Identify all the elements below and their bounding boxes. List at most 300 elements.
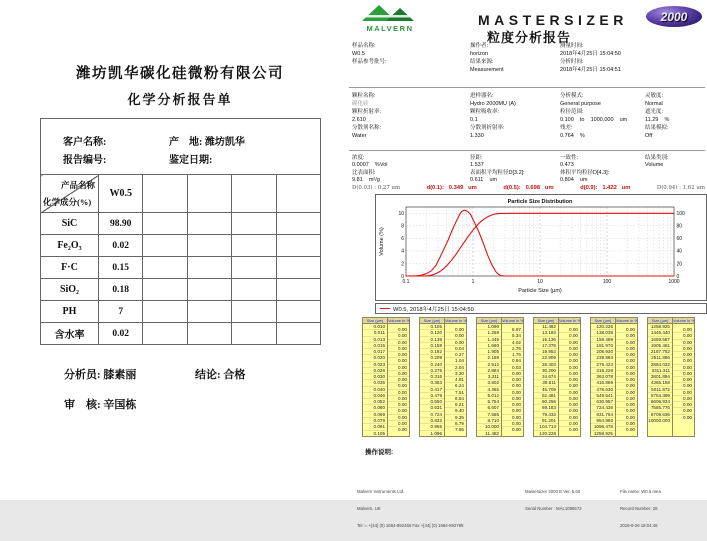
size-cell: 363.078 — [591, 374, 615, 380]
d-value: d(0.5): 0.698 um — [503, 185, 554, 191]
volume-cell: 0.00 — [559, 396, 580, 402]
volume-cell: 0.04 — [445, 346, 466, 352]
empty-cell — [143, 279, 187, 301]
volume-cell: 0.00 — [388, 371, 409, 377]
field-value: Volume — [645, 162, 664, 169]
size-cell: 15.136 — [534, 337, 558, 343]
volume-header: Volume In % — [445, 318, 467, 323]
field-label: 分析时间: — [560, 59, 584, 65]
volume-cell: 0.00 — [616, 346, 637, 352]
size-cell: 1.660 — [477, 343, 501, 349]
size-cell: 5754.399 — [648, 393, 672, 399]
corner-bottom-label: 化学成分(%) — [43, 197, 92, 207]
empty-header — [143, 175, 187, 213]
volume-cell: 2.04 — [445, 365, 466, 371]
size-cell: 549.541 — [591, 393, 615, 399]
volume-cell: 0.00 — [388, 402, 409, 408]
grid-column — [352, 42, 387, 66]
size-cell: 8709.636 — [648, 412, 672, 418]
component-value: 0.02 — [99, 235, 143, 257]
empty-cell — [276, 213, 320, 235]
size-cell: 11.482 — [485, 430, 499, 436]
size-cell: 1.259 — [477, 330, 501, 336]
size-vol-column-pair — [476, 317, 524, 437]
volume-cell: 1.04 — [445, 358, 466, 364]
size-cell: 13.183 — [534, 330, 558, 336]
svg-text:6: 6 — [401, 236, 404, 243]
size-vol-column-pair — [362, 317, 410, 437]
origin-value: 潍坊凯华 — [204, 137, 245, 148]
field-label: 粒径范围: — [560, 109, 584, 115]
volume-cell: 9.40 — [445, 408, 466, 414]
chem-row — [41, 213, 321, 235]
svg-text:Particle Size (µm): Particle Size (µm) — [518, 288, 562, 294]
grid-column — [560, 92, 627, 140]
empty-header — [232, 175, 276, 213]
component-label: Fe₂O₃ — [41, 235, 99, 257]
size-cell: 8.710 — [477, 418, 501, 424]
size-cell: 0.020 — [363, 355, 387, 361]
empty-cell — [187, 301, 231, 323]
component-value: 0.02 — [99, 323, 143, 345]
psd-chart-svg — [376, 195, 706, 300]
volume-cell: 0.03 — [502, 365, 523, 371]
volume-cell: 0.00 — [559, 352, 580, 358]
grid-column — [470, 155, 525, 185]
volume-cells — [616, 324, 638, 437]
size-cell: 0.550 — [420, 399, 444, 405]
analyst-name: 膝素丽 — [103, 369, 137, 381]
volume-cell: 0.00 — [388, 358, 409, 364]
grid-column — [560, 42, 621, 74]
divider — [349, 150, 705, 151]
grid-column — [645, 92, 669, 140]
volume-cell: 0.00 — [559, 371, 580, 377]
volume-cell: 0.00 — [673, 377, 694, 383]
volume-cell: 0.00 — [502, 377, 523, 383]
size-column — [590, 317, 616, 437]
size-cell: 954.993 — [591, 418, 615, 424]
svg-text:100: 100 — [602, 279, 612, 285]
footer-line: Record Number: 28 — [620, 505, 658, 511]
svg-text:1: 1 — [471, 279, 475, 285]
size-cell: 0.955 — [420, 424, 444, 430]
size-cell: 7.586 — [477, 412, 501, 418]
volume-cell: 0.00 — [569, 427, 578, 433]
empty-cell — [143, 235, 187, 257]
size-cell: 0.275 — [420, 368, 444, 374]
size-cell: 79.433 — [534, 412, 558, 418]
conclusion-label: 结论: — [195, 369, 221, 381]
size-cell: 0.631 — [420, 405, 444, 411]
measurement-params-grid — [352, 92, 705, 142]
size-cell: 0.023 — [363, 362, 387, 368]
volume-cell: 4.02 — [502, 340, 523, 346]
empty-cell — [232, 279, 276, 301]
size-cell: 416.869 — [591, 380, 615, 386]
volume-cell: 0.00 — [616, 408, 637, 414]
field-label: 分散剂折射率: — [470, 125, 505, 131]
volume-cell: 0.00 — [502, 415, 523, 421]
size-cell: 1659.587 — [648, 337, 672, 343]
psd-report-title: 粒度分析报告 — [487, 30, 572, 45]
size-cell: 0.015 — [363, 343, 387, 349]
psd-chart — [375, 194, 707, 301]
size-vol-column-pair — [419, 317, 467, 437]
grid-column — [352, 155, 387, 185]
size-cell: 120.226 — [591, 324, 615, 330]
size-cell: 39.811 — [534, 380, 558, 386]
size-cell: 5011.872 — [648, 387, 672, 393]
size-cell: 10000.000 — [648, 417, 670, 423]
empty-cell — [276, 323, 320, 345]
footer-line: Malvern, UK — [357, 505, 381, 511]
size-cell: 26.303 — [534, 362, 558, 368]
size-header: Size (µm) — [590, 317, 616, 324]
volume-cell: 0.00 — [616, 402, 637, 408]
volume-cell: 0.00 — [388, 340, 409, 346]
footer-center — [525, 477, 582, 523]
field-value: 0.804 um — [560, 177, 588, 184]
footer-line: File name: W0.5.mea — [620, 488, 661, 494]
size-cells — [476, 324, 502, 437]
volume-cell: 0.00 — [502, 371, 523, 377]
svg-text:80: 80 — [676, 223, 683, 230]
company-name: 潍坊凯华碳化硅微粉有限公司 — [76, 66, 284, 82]
empty-cell — [232, 323, 276, 345]
volume-column — [559, 317, 581, 437]
chart-legend — [375, 303, 707, 314]
volume-cell: 0.00 — [616, 352, 637, 358]
customer-label: 客户名称: — [63, 137, 107, 148]
result-stats-grid — [352, 155, 705, 185]
chem-row — [41, 235, 321, 257]
size-cell: 0.026 — [363, 368, 387, 374]
malvern-triangles-icon — [358, 3, 422, 22]
svg-text:2: 2 — [401, 261, 404, 268]
empty-cell — [187, 235, 231, 257]
component-value: 0.18 — [99, 279, 143, 301]
svg-text:4: 4 — [401, 248, 404, 255]
field-value: Water — [352, 133, 367, 139]
volume-column — [445, 317, 467, 437]
volume-cell: 0.00 — [502, 402, 523, 408]
size-column — [647, 317, 673, 437]
volume-cell: 0.00 — [559, 377, 580, 383]
svg-text:Particle Size Distribution: Particle Size Distribution — [507, 199, 573, 205]
empty-cell — [232, 235, 276, 257]
size-cell: 7585.776 — [648, 405, 672, 411]
empty-cell — [276, 257, 320, 279]
analyst-line — [64, 366, 136, 382]
field-label: 灵敏度: — [645, 93, 664, 99]
conclusion-line — [195, 366, 245, 382]
field-value: 0.473 — [560, 162, 574, 169]
size-cell: 5.754 — [477, 399, 501, 405]
size-cell: 0.040 — [363, 387, 387, 393]
size-cell: 34.674 — [534, 374, 558, 380]
field-value: 0.611 um — [470, 177, 498, 184]
field-value: Measurement — [470, 67, 504, 73]
size-cell: 3801.894 — [648, 374, 672, 380]
size-cell: 0.079 — [363, 418, 387, 424]
volume-cell: 0.00 — [673, 358, 694, 364]
volume-cell: 0.00 — [388, 333, 409, 339]
footer-line: 2018-8-26 18:04:46 — [620, 523, 658, 529]
volume-cell: 0.00 — [616, 371, 637, 377]
volume-cells — [502, 324, 524, 437]
chem-row — [41, 257, 321, 279]
volume-cell: 0.00 — [398, 427, 407, 433]
empty-cell — [187, 279, 231, 301]
empty-cell — [143, 257, 187, 279]
volume-header: Volume In % — [673, 318, 695, 323]
volume-header: Volume In % — [502, 318, 524, 323]
size-header: Size (µm) — [419, 317, 445, 324]
volume-cell: 0.00 — [502, 408, 523, 414]
svg-text:60: 60 — [676, 236, 683, 243]
component-value: 98.90 — [99, 213, 143, 235]
volume-cell: 0.00 — [445, 340, 466, 346]
volume-cells — [445, 324, 467, 437]
volume-cell: 0.00 — [388, 365, 409, 371]
empty-cell — [187, 257, 231, 279]
empty-cell — [276, 279, 320, 301]
volume-cell: 0.00 — [673, 340, 694, 346]
field-value: 9.81 m²/g — [352, 177, 380, 184]
component-value: 7 — [99, 301, 143, 323]
size-cell: 2.512 — [477, 362, 501, 368]
size-cell: 0.052 — [363, 399, 387, 405]
volume-cell: 0.00 — [559, 390, 580, 396]
volume-cell: 0.00 — [388, 377, 409, 383]
field-label: 颗粒名称: — [352, 93, 376, 99]
volume-cell: 0.00 — [559, 421, 580, 427]
conclusion-value: 合格 — [223, 369, 246, 381]
field-label: 进样器名: — [470, 93, 494, 99]
volume-cell: 0.00 — [673, 365, 694, 371]
size-cell: 3.311 — [477, 374, 501, 380]
size-cell: 4365.158 — [648, 380, 672, 386]
chem-report-title: 化学分析报告单 — [127, 92, 233, 107]
empty-cell — [143, 323, 187, 345]
chem-table — [40, 174, 321, 345]
size-cell: 1.905 — [477, 349, 501, 355]
volume-cell: 6.67 — [502, 327, 523, 333]
grid-column — [352, 92, 381, 140]
size-cell: 6606.934 — [648, 399, 672, 405]
volume-cell: 0.00 — [388, 383, 409, 389]
size-cell: 0.240 — [420, 362, 444, 368]
volume-cell: 0.00 — [626, 427, 635, 433]
size-cell: 2884.032 — [648, 362, 672, 368]
field-value: 1.537 — [470, 162, 484, 169]
size-cell: 0.010 — [363, 324, 387, 330]
field-label: 比表面积: — [352, 169, 376, 176]
volume-cell: 0.00 — [616, 358, 637, 364]
chem-row — [41, 301, 321, 323]
size-header: Size (µm) — [647, 317, 673, 324]
volume-column — [388, 317, 410, 437]
size-cell: 3311.311 — [648, 368, 672, 374]
volume-cell: 0.00 — [673, 402, 694, 408]
size-cell: 0.417 — [420, 387, 444, 393]
volume-header: Volume In % — [616, 318, 638, 323]
component-label: SiO₂ — [41, 279, 99, 301]
volume-cell: 0.00 — [616, 415, 637, 421]
divider — [349, 87, 705, 88]
size-cell: 138.038 — [591, 330, 615, 336]
volume-cell: 0.00 — [673, 390, 694, 396]
size-cell: 10.000 — [477, 424, 501, 430]
size-cell: 0.158 — [420, 343, 444, 349]
size-cells — [533, 324, 559, 437]
volume-cell: 0.00 — [616, 396, 637, 402]
field-value: 11.29 % — [645, 117, 670, 123]
grid-column — [645, 155, 669, 170]
empty-header — [276, 175, 320, 213]
volume-cell: 5.34 — [502, 333, 523, 339]
svg-text:40: 40 — [676, 248, 683, 255]
volume-column — [673, 317, 695, 437]
svg-text:0.1: 0.1 — [402, 279, 410, 285]
volume-cell: 0.00 — [673, 333, 694, 339]
volume-cell: 0.00 — [559, 408, 580, 414]
volume-cell: 0.00 — [616, 421, 637, 427]
size-cell: 0.316 — [420, 374, 444, 380]
chem-row — [41, 323, 321, 345]
field-value: 2.610 — [352, 117, 366, 123]
volume-cell: 7.86 — [455, 427, 464, 433]
empty-cell — [232, 213, 276, 235]
size-cells — [590, 324, 616, 437]
volume-cell: 0.00 — [673, 371, 694, 377]
field-label: 浓度: — [352, 155, 365, 161]
empty-cell — [187, 323, 231, 345]
volume-cell: 0.00 — [673, 383, 694, 389]
volume-cell: 8.54 — [445, 396, 466, 402]
size-vol-column-pair — [533, 317, 581, 437]
field-label: 结果类别: — [645, 155, 669, 161]
volume-cell: 0.00 — [559, 365, 580, 371]
field-label: 分析模式: — [560, 93, 584, 99]
size-cell: 3.802 — [477, 380, 501, 386]
size-cells — [362, 324, 388, 437]
volume-cell: 0.00 — [616, 333, 637, 339]
operation-notes-label: 操作说明: — [365, 449, 394, 456]
size-cell: 1258.925 — [593, 430, 613, 436]
empty-cell — [276, 301, 320, 323]
size-column — [533, 317, 559, 437]
legend-label: W0.5, 2018年4月25日 15:04:50 — [393, 307, 474, 313]
component-label: F·C — [41, 257, 99, 279]
size-header: Size (µm) — [533, 317, 559, 324]
volume-cell: 0.00 — [559, 415, 580, 421]
volume-cell: 2.76 — [502, 346, 523, 352]
field-value: 1.330 — [470, 133, 484, 139]
volume-cell: 0.00 — [502, 421, 523, 427]
field-value: horizon — [470, 51, 489, 57]
volume-cell: 0.00 — [559, 402, 580, 408]
size-cell: 0.832 — [420, 418, 444, 424]
volume-cell: 0.00 — [673, 352, 694, 358]
size-cell: 0.209 — [420, 355, 444, 361]
volume-cells — [388, 324, 410, 437]
field-label: 分散剂名称: — [352, 125, 382, 131]
field-value: 0.764 % — [560, 133, 585, 139]
chem-row — [41, 279, 321, 301]
volume-cell: 1.76 — [502, 352, 523, 358]
size-cell: 52.481 — [534, 393, 558, 399]
size-column — [476, 317, 502, 437]
volume-cell: 0.84 — [502, 358, 523, 364]
size-cell: 1.096 — [430, 430, 442, 436]
reviewer-line — [64, 396, 136, 412]
size-cell: 17.378 — [534, 343, 558, 349]
svg-text:10: 10 — [537, 279, 543, 285]
empty-cell — [187, 213, 231, 235]
field-value: 碳化硅 — [352, 101, 369, 107]
size-cell: 0.060 — [363, 405, 387, 411]
mastersizer-2000-badge: 2000 — [646, 6, 702, 27]
field-value: Normal — [645, 101, 663, 107]
volume-cell: 0.00 — [388, 346, 409, 352]
size-cell: 0.138 — [420, 337, 444, 343]
size-cell: 0.105 — [373, 430, 385, 436]
size-cells — [647, 324, 673, 437]
field-label: 颗粒吸收率: — [470, 109, 500, 115]
volume-column — [502, 317, 524, 437]
size-cell: 30.200 — [534, 368, 558, 374]
svg-text:Volume (%): Volume (%) — [379, 227, 385, 256]
empty-cell — [232, 301, 276, 323]
field-value: 0.100 to 1000.000 um — [560, 117, 628, 123]
volume-cell: 0.00 — [559, 358, 580, 364]
size-column — [362, 317, 388, 437]
size-cell: 0.017 — [363, 349, 387, 355]
empty-header — [187, 175, 231, 213]
size-cell: 120.226 — [539, 430, 556, 436]
volume-cell: 0.00 — [388, 421, 409, 427]
size-cell: 0.030 — [363, 374, 387, 380]
size-cell: 478.630 — [591, 387, 615, 393]
footer-line: Tel := +[44] (0) 1684-892456 Fax +[44] (0) 1684-892789 — [357, 523, 464, 529]
size-cell: 0.069 — [363, 412, 387, 418]
size-cell: 0.182 — [420, 349, 444, 355]
size-cell: 239.883 — [591, 355, 615, 361]
volume-cell: 0.00 — [616, 327, 637, 333]
volume-cell: 9.21 — [445, 402, 466, 408]
reviewer-name: 辛国栋 — [103, 399, 137, 411]
size-cell: 91.201 — [534, 418, 558, 424]
d-value: d(0.9): 1.422 um — [580, 185, 631, 191]
field-label: 遮光度: — [645, 109, 664, 115]
volume-cells — [673, 324, 695, 437]
d-value: D(0.03) : 0.27 um — [352, 185, 401, 191]
size-cell: 158.489 — [591, 337, 615, 343]
size-cell: 0.046 — [363, 393, 387, 399]
size-cell: 0.479 — [420, 393, 444, 399]
volume-cell: 0.00 — [502, 390, 523, 396]
svg-text:0: 0 — [401, 273, 404, 280]
size-cell: 0.035 — [363, 380, 387, 386]
field-label: 测量时间: — [560, 43, 584, 49]
size-cell: 6.607 — [477, 405, 501, 411]
size-cell: 1096.478 — [591, 424, 615, 430]
field-value: 2018年4月25日 15:04:50 — [560, 51, 621, 57]
svg-text:10: 10 — [398, 211, 404, 218]
product-header: W0.5 — [99, 175, 143, 213]
